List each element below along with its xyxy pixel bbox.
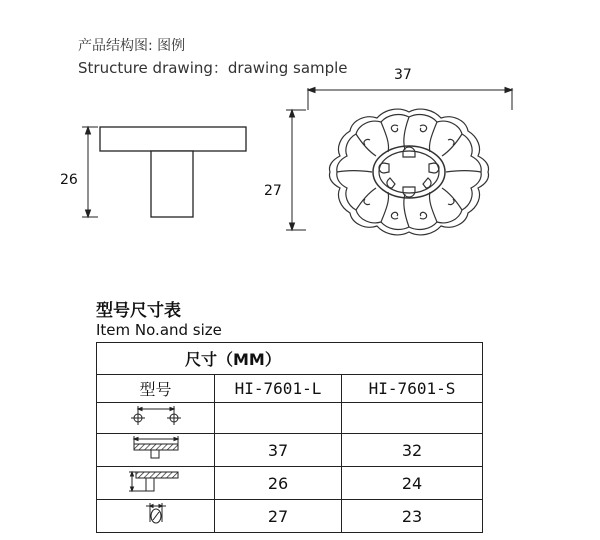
table-row bbox=[97, 403, 483, 434]
cell-s: 32 bbox=[342, 434, 483, 467]
hole-spacing-icon bbox=[126, 403, 186, 429]
table-caption: 尺寸（MM） bbox=[97, 343, 483, 375]
table-caption-row bbox=[97, 343, 483, 375]
cell-s: 24 bbox=[342, 467, 483, 500]
height-icon bbox=[126, 467, 186, 495]
cell-l: 26 bbox=[215, 467, 342, 500]
row-icon-cell bbox=[97, 434, 215, 467]
flower-top-view bbox=[329, 109, 488, 235]
model-s: HI-7601-S bbox=[342, 375, 483, 403]
width-dimension bbox=[308, 88, 512, 111]
model-l: HI-7601-L bbox=[215, 375, 342, 403]
cell-l: 37 bbox=[215, 434, 342, 467]
length-icon bbox=[126, 434, 186, 462]
table-row bbox=[97, 434, 483, 467]
cell-l bbox=[215, 403, 342, 434]
side-height-dimension-label: 26 bbox=[60, 172, 78, 188]
row-icon-cell bbox=[97, 467, 215, 500]
row-icon-cell bbox=[97, 500, 215, 533]
height-dimension bbox=[286, 110, 306, 230]
title-english: Structure drawing：drawing sample bbox=[78, 59, 348, 77]
section-title-english: Item No.and size bbox=[96, 321, 222, 339]
cell-l: 27 bbox=[215, 500, 342, 533]
table-row bbox=[97, 467, 483, 500]
table-header-row bbox=[97, 375, 483, 403]
cell-s: 23 bbox=[342, 500, 483, 533]
height-dimension-label: 27 bbox=[264, 183, 282, 199]
section-title-chinese: 型号尺寸表 bbox=[96, 301, 181, 321]
table-row bbox=[97, 500, 483, 533]
width-icon bbox=[126, 500, 186, 528]
side-height-dimension bbox=[82, 127, 98, 217]
cell-s bbox=[342, 403, 483, 434]
model-label: 型号 bbox=[97, 375, 215, 403]
title-chinese: 产品结构图: 图例 bbox=[78, 38, 186, 54]
size-table bbox=[96, 342, 483, 533]
side-view bbox=[100, 127, 246, 217]
row-icon-cell bbox=[97, 403, 215, 434]
width-dimension-label: 37 bbox=[394, 67, 412, 83]
